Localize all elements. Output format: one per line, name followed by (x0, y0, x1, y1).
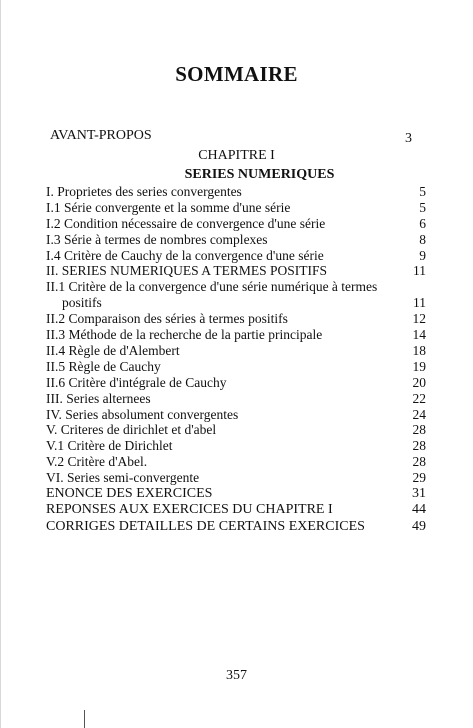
page-title: SOMMAIRE (175, 62, 298, 86)
toc-entry-title: III. Series alternees (46, 390, 151, 406)
toc-entry (46, 263, 426, 279)
toc-entry (46, 184, 426, 200)
toc-entry-continuation (46, 295, 426, 311)
toc-entry-title: II.4 Règle de d'Alembert (46, 342, 180, 358)
toc-entry-title-cont: positifs (62, 295, 102, 311)
toc-entry (46, 343, 426, 359)
toc-entry-title: II.6 Critère d'intégrale de Cauchy (46, 374, 227, 390)
toc-entry (46, 232, 426, 248)
toc-entry-page: 11 (413, 263, 426, 279)
toc-entry-page: 8 (419, 231, 426, 247)
toc-entry-title: II.3 Méthode de la recherche de la partie principale (46, 327, 323, 343)
toc-entry-title: II.5 Règle de Cauchy (46, 358, 161, 374)
toc-entry (46, 248, 426, 264)
chapter-subtitle: SERIES NUMERIQUES (184, 167, 335, 182)
toc-entry-page: 6 (419, 215, 426, 231)
toc-entry-page: 28 (412, 454, 426, 470)
toc-entry-page: 9 (419, 247, 426, 263)
toc-entry-page: 28 (412, 422, 426, 438)
toc-entry (46, 438, 426, 454)
toc-entry-title: I.4 Critère de Cauchy de la convergence d'une série (46, 247, 324, 263)
page-edge (0, 0, 1, 728)
toc-entry (46, 502, 426, 518)
toc-entry-title: ENONCE DES EXERCICES (46, 485, 213, 501)
toc-entry-title: II.1 Critère de la convergence d'une série numérique à termes (46, 279, 378, 295)
toc-entry-title: REPONSES AUX EXERCICES DU CHAPITRE I (46, 502, 333, 518)
toc-entry-page: 5 (419, 184, 426, 199)
toc-entry (46, 391, 426, 407)
avant-propos-page: 3 (405, 131, 412, 146)
toc-entry (46, 216, 426, 232)
toc-entry-page: 22 (412, 390, 426, 406)
toc-entry (46, 311, 426, 327)
toc-entry-title: I. Proprietes des series convergentes (46, 184, 242, 199)
toc-entry-page: 29 (412, 470, 426, 486)
toc-entry (46, 470, 426, 486)
page-number: 357 (226, 668, 247, 683)
toc-entry-title: V. Criteres de dirichlet et d'abel (46, 422, 217, 438)
toc-entry (46, 486, 426, 502)
toc-entry (46, 279, 426, 311)
avant-propos-label: AVANT-PROPOS (50, 128, 152, 143)
toc-entry-page: 49 (412, 518, 426, 534)
toc-entry (46, 375, 426, 391)
toc-entry-title: I.2 Condition nécessaire de convergence d'une série (46, 215, 326, 231)
toc-entry-title: II.2 Comparaison des séries à termes positifs (46, 311, 288, 327)
toc-entry-page: 19 (412, 358, 426, 374)
toc-entry (46, 200, 426, 216)
chapter-heading: CHAPITRE I (198, 148, 275, 163)
toc-entry (46, 359, 426, 375)
toc-entry-title: VI. Series semi-convergente (46, 470, 200, 486)
toc-entry-page: 18 (412, 342, 426, 358)
toc-entry-page: 11 (413, 295, 426, 311)
toc-entry-title: I.3 Série à termes de nombres complexes (46, 231, 268, 247)
toc-entry-page: 24 (412, 406, 426, 422)
toc-entry-page: 44 (412, 502, 426, 518)
toc-entry (46, 407, 426, 423)
toc-entry (46, 422, 426, 438)
toc-entry-page: 14 (412, 327, 426, 343)
toc-entry-page: 12 (412, 311, 426, 327)
table-of-contents (46, 184, 426, 535)
toc-entry-title: II. SERIES NUMERIQUES A TERMES POSITIFS (46, 263, 328, 279)
toc-entry-page: 5 (419, 199, 426, 215)
toc-entry-title: IV. Series absolument convergentes (46, 406, 239, 422)
toc-entry-page: 31 (412, 485, 426, 501)
toc-entry (46, 327, 426, 343)
toc-entry-page: 20 (412, 374, 426, 390)
toc-entry-page: 28 (412, 438, 426, 454)
toc-entry-title: V.2 Critère d'Abel. (46, 454, 148, 470)
scan-mark (84, 710, 85, 728)
toc-entry-title: I.1 Série convergente et la somme d'une série (46, 199, 291, 215)
toc-entry (46, 519, 426, 535)
toc-entry (46, 454, 426, 470)
toc-entry-title: V.1 Critère de Dirichlet (46, 438, 173, 454)
toc-entry-title: CORRIGES DETAILLES DE CERTAINS EXERCICES (46, 518, 365, 534)
